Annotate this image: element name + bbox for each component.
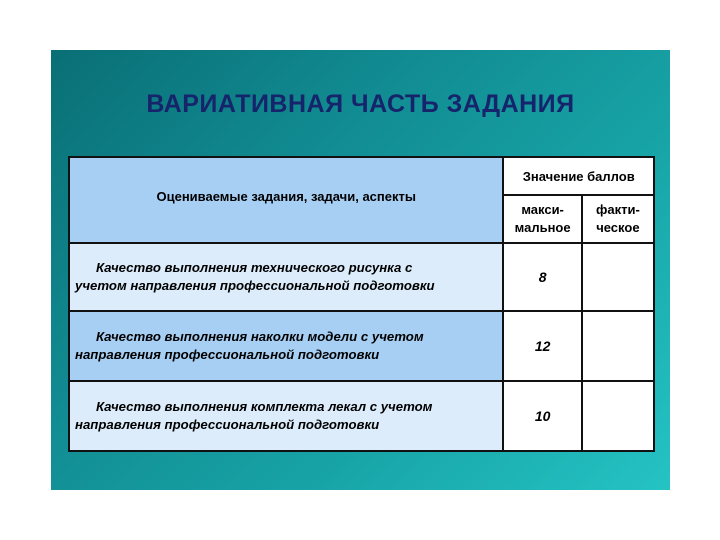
actual-score-cell[interactable]	[582, 381, 654, 451]
task-text-line2: направления профессиональной подготовки	[75, 417, 380, 432]
table-row	[69, 243, 654, 311]
max-score-cell: 12	[503, 311, 581, 381]
task-text-line2: направления профессиональной подготовки	[75, 347, 380, 362]
task-text-line1: Качество выполнения технического рисунка с	[96, 260, 413, 275]
max-score-cell: 10	[503, 381, 581, 451]
header-task-column	[69, 157, 503, 243]
task-cell	[69, 381, 503, 451]
task-text-line1: Качество выполнения комплекта лекал с учетом	[96, 399, 433, 414]
header-actual-line2: ческое	[596, 220, 640, 235]
slide-title: ВАРИАТИВНАЯ ЧАСТЬ ЗАДАНИЯ	[146, 90, 575, 118]
actual-score-cell[interactable]	[582, 243, 654, 311]
header-max-line1: макси-	[521, 202, 564, 217]
table-row	[69, 311, 654, 381]
task-cell	[69, 311, 503, 381]
score-table	[68, 156, 655, 452]
header-max-line2: мальное	[514, 220, 571, 235]
header-task-label: Оцениваемые задания, задачи, аспекты	[156, 188, 416, 204]
header-actual-score	[582, 195, 654, 243]
actual-score-cell[interactable]	[582, 311, 654, 381]
task-cell	[69, 243, 503, 311]
header-actual-line1: факти-	[595, 202, 640, 217]
table-row	[69, 381, 654, 451]
table-header-row	[69, 157, 654, 195]
header-max-score	[503, 195, 581, 243]
header-score-group: Значение баллов	[503, 157, 654, 195]
max-score-cell: 8	[503, 243, 581, 311]
slide	[51, 50, 670, 490]
task-text-line1: Качество выполнения наколки модели с учетом	[96, 329, 424, 344]
task-text-line2: учетом направления профессиональной подготовки	[75, 278, 435, 293]
